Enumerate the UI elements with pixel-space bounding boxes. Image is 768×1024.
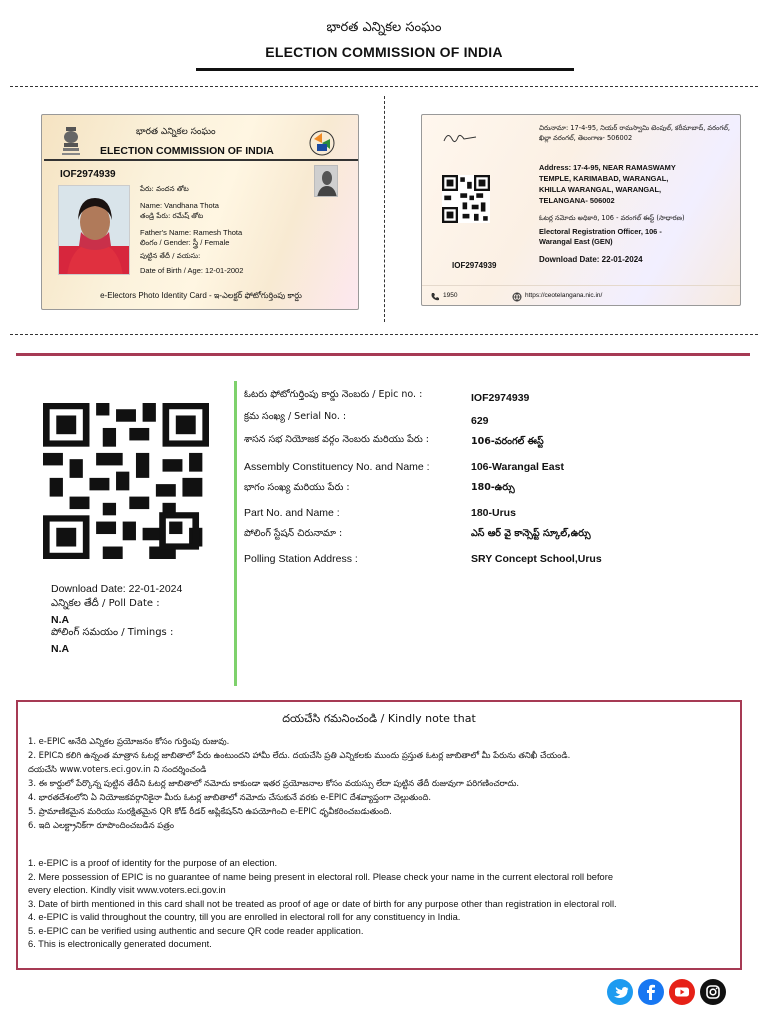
note-english-line: 1. e-EPIC is a proof of identity for the purpose of an election. bbox=[28, 858, 278, 868]
cut-line-middle bbox=[384, 96, 385, 322]
card-back-epic-number: IOF2974939 bbox=[452, 261, 497, 270]
note-telugu-line: 5. ప్రామాణికమైన మరియు సురక్షితమైన QR కోడ్ రీడర్ అప్లికేషన్‌ని ఉపయోగించి e-EPIC ధృవీకరించబడుతుంది. bbox=[28, 806, 392, 816]
note-telugu-line: 2. EPICని కలిగి ఉన్నంత మాత్రాన ఓటర్ల జాబితాలో పేరు ఉంటుందని హామీ లేదు. దయచేసి ప్రతి ఎన్నికలకు ముందు ప్రస్తుత ఓటర్ల జాబితాలో మీ పేరును తనిఖీ చేయండి. bbox=[28, 750, 571, 760]
epic-card-front bbox=[41, 114, 359, 310]
note-english-line: 2. Mere possession of EPIC is no guarantee of name being present in electoral roll. Please check your name in the current electoral roll before bbox=[28, 872, 613, 882]
card-dob: Date of Birth / Age: 12-01-2002 bbox=[140, 266, 244, 275]
card-title-telugu: భారత ఎన్నికల సంఘం bbox=[136, 127, 216, 137]
note-telugu-line: 1. e-EPIC అనేది ఎన్నికల ప్రయోజనం కోసం గుర్తింపు రుజువు. bbox=[28, 736, 230, 746]
note-telugu-line: 3. ఈ కార్డులో పేర్కొన్న పుట్టిన తేదీని ఓటర్ల జాబితాలో నమోదు కాకుండా ఇతర ప్రయోజనాల కోసం వయస్సు లేదా పుట్టిన తేదీ రుజువుగా పరిగణించరాదు. bbox=[28, 778, 520, 788]
globe-icon bbox=[512, 292, 522, 302]
note-english-line: 3. Date of birth mentioned in this card shall not be treated as proof of age or date of birth for any purpose other than registration in electoral roll. bbox=[28, 899, 617, 909]
voter-photo-small bbox=[314, 165, 338, 197]
detail-value-ps-telugu: ఎస్ ఆర్ వై కాన్సెప్ట్ స్కూల్,ఉర్సు bbox=[471, 528, 591, 539]
phone-icon bbox=[430, 292, 440, 302]
details-qr-code bbox=[43, 403, 209, 559]
detail-value-part: 180-Urus bbox=[471, 507, 516, 519]
eci-logo-icon bbox=[304, 129, 340, 157]
card-epic-number: IOF2974939 bbox=[60, 169, 116, 180]
instagram-icon[interactable] bbox=[700, 979, 726, 1005]
note-english-line: every election. Kindly visit www.voters.eci.gov.in bbox=[28, 885, 226, 895]
card-ero-telugu: ఓటర్ల నమోదు అధికారి, 106 - వరంగల్ ఈస్ట్ (సాధారణ) bbox=[539, 214, 685, 222]
card-address-telugu: చిరునామా: 17-4-95, నియర్ రామస్వామి టెంపుల్, కరీమాబాద్, వరంగల్, ఖిల్లా వరంగల్, తెలంగాణ- 506002 bbox=[539, 124, 730, 142]
card-qr-code bbox=[442, 175, 490, 223]
kindly-note-box bbox=[16, 700, 742, 970]
card-address-line3: KHILLA WARANGAL, WARANGAL, bbox=[539, 185, 662, 194]
card-name-telugu: పేరు: వందన తోట bbox=[140, 185, 189, 193]
card-father-name: Father's Name: Ramesh Thota bbox=[140, 228, 243, 237]
youtube-icon[interactable] bbox=[669, 979, 695, 1005]
note-title: దయచేసి గమనించండి / Kindly note that bbox=[282, 712, 476, 725]
card-gender: లింగం / Gender: స్త్రీ / Female bbox=[140, 238, 230, 247]
note-telugu-line: దయచేసి www.voters.eci.gov.in ని సందర్శించండి bbox=[28, 764, 207, 774]
page-header bbox=[0, 20, 768, 60]
detail-label-part: Part No. and Name : bbox=[244, 507, 340, 519]
website-link[interactable]: https://ceotelangana.nic.in/ bbox=[525, 292, 603, 299]
cut-line-top bbox=[10, 86, 758, 87]
header-rule bbox=[196, 68, 574, 71]
epic-card-back bbox=[421, 114, 741, 306]
twitter-icon[interactable] bbox=[607, 979, 633, 1005]
detail-value-ac: 106-Warangal East bbox=[471, 461, 564, 473]
detail-label-epic: ఓటరు ఫోటోగుర్తింపు కార్డు నెంబరు / Epic no. : bbox=[244, 389, 423, 400]
detail-value-ps: SRY Concept School,Urus bbox=[471, 553, 602, 565]
card-name: Name: Vandhana Thota bbox=[140, 201, 219, 210]
voter-photo bbox=[58, 185, 130, 275]
note-telugu-line: 6. ఇది ఎలక్ట్రానిక్‌గా రూపొందించబడిన పత్రం bbox=[28, 820, 174, 830]
header-title-english: ELECTION COMMISSION OF INDIA bbox=[265, 44, 503, 60]
detail-label-serial: క్రమ సంఖ్య / Serial No. : bbox=[244, 411, 347, 422]
card-father-telugu: తండ్రి పేరు: రమేష్ తోట bbox=[140, 212, 204, 220]
card-back-footer bbox=[422, 285, 741, 306]
note-english-line: 4. e-EPIC is valid throughout the country, till you are enrolled in electoral roll for any constituency in India. bbox=[28, 912, 461, 922]
card-ero-line2: Warangal East (GEN) bbox=[539, 237, 613, 246]
timings-label: పోలింగ్ సమయం / Timings : bbox=[51, 627, 174, 638]
signature-icon bbox=[442, 129, 478, 147]
detail-label-ac: Assembly Constituency No. and Name : bbox=[244, 461, 430, 473]
card-dob-telugu: పుట్టిన తేదీ / వయసు: bbox=[140, 252, 201, 260]
card-address-line4: TELANGANA- 506002 bbox=[539, 196, 615, 205]
download-date: Download Date: 22-01-2024 bbox=[51, 583, 183, 595]
detail-label-ps: Polling Station Address : bbox=[244, 553, 358, 565]
note-telugu-line: 4. భారతదేశంలోని ఏ నియోజకవర్గానికైనా మీరు ఓటర్ల జాబితాలో నమోదు చేసుకునే వరకు e-EPIC దేశవ్యాప్తంగా చెల్లుతుంది. bbox=[28, 792, 432, 802]
detail-value-serial: 629 bbox=[471, 415, 489, 427]
detail-value-part-telugu: 180-ఉర్సు bbox=[471, 482, 515, 493]
card-footer: e-Electors Photo Identity Card - ఇ-ఎలక్టర్ ఫోటోగుర్తింపు కార్డు bbox=[100, 291, 302, 300]
helpline-number: 1950 bbox=[443, 292, 458, 299]
detail-label-part-telugu: భాగం సంఖ్య మరియు పేరు : bbox=[244, 482, 350, 493]
detail-value-epic: IOF2974939 bbox=[471, 392, 530, 404]
card-title-rule bbox=[44, 159, 358, 161]
header-title-telugu: భారత ఎన్నికల సంఘం bbox=[326, 20, 442, 35]
detail-value-ac-telugu: 106-వరంగల్ ఈస్ట్ bbox=[471, 436, 544, 447]
detail-label-ps-telugu: పోలింగ్ స్టేషన్ చిరునామా : bbox=[244, 528, 343, 539]
cut-line-bottom bbox=[10, 334, 758, 335]
timings-value: N.A bbox=[51, 643, 70, 655]
poll-date-value: N.A bbox=[51, 614, 70, 626]
poll-date-label: ఎన్నికల తేదీ / Poll Date : bbox=[51, 598, 160, 609]
card-title-english: ELECTION COMMISSION OF INDIA bbox=[100, 145, 274, 157]
section-divider bbox=[16, 353, 750, 356]
card-back-download-date: Download Date: 22-01-2024 bbox=[539, 255, 643, 264]
card-address-line2: TEMPLE, KARIMABAD, WARANGAL, bbox=[539, 174, 669, 183]
detail-label-ac-telugu: శాసన సభ నియోజక వర్గం నెంబరు మరియు పేరు : bbox=[244, 434, 429, 445]
national-emblem-icon bbox=[60, 125, 82, 159]
note-english-line: 6. This is electronically generated document. bbox=[28, 939, 212, 949]
facebook-icon[interactable] bbox=[638, 979, 664, 1005]
card-ero-line1: Electoral Registration Officer, 106 - bbox=[539, 227, 662, 236]
details-divider bbox=[234, 381, 237, 686]
card-address-line1: Address: 17-4-95, NEAR RAMASWAMY bbox=[539, 163, 676, 172]
note-english-line: 5. e-EPIC can be verified using authentic and secure QR code reader application. bbox=[28, 926, 364, 936]
